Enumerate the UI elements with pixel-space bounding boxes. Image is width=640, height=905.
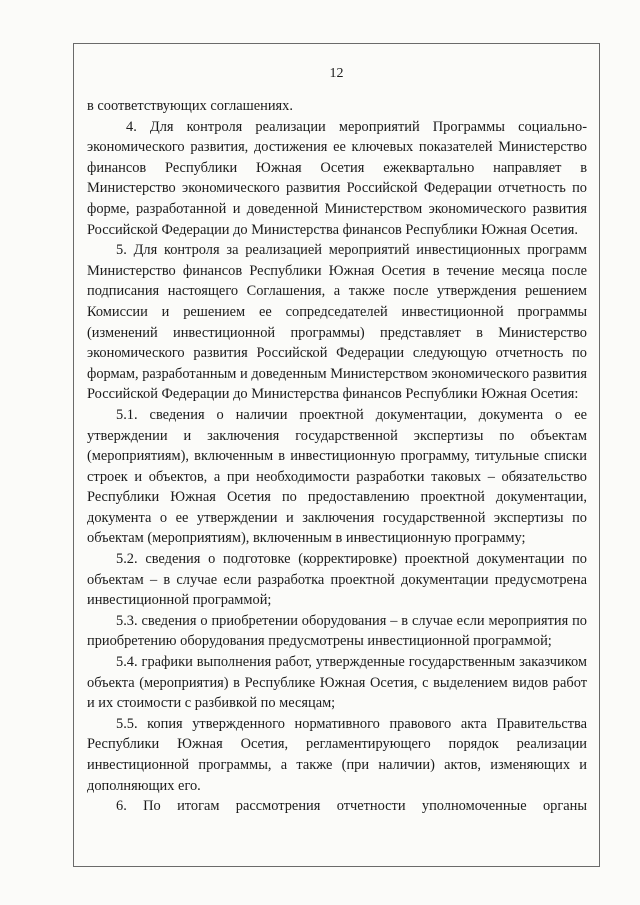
- page-border-frame: [73, 43, 600, 867]
- paragraph-item-5-1: 5.1. сведения о наличии проектной документации, документа о ее утверждении и заключения государственной экспертизы по объектам (мероприятиям), включенным в инвестиционную программу, титульные списки строек и объектов, а при необходимости разработки таковых – обязательство Республики Южная Осетия по предоставлению проектной документации, документа о ее утверждении и заключения государственной экспертизы по объектам (мероприятиям), включенным в инвестиционную программу;: [87, 406, 587, 547]
- paragraph-item-5-5: 5.5. копия утвержденного нормативного правового акта Правительства Республики Южная Осетия, регламентирующего порядок реализации инвестиционной программы, а также (при наличии) актов, изменяющих и дополняющих его.: [87, 715, 587, 794]
- paragraph-item-5-4: 5.4. графики выполнения работ, утвержденные государственным заказчиком объекта (мероприятия) в Республике Южная Осетия, с выделением видов работ и их стоимости с разбивкой по месяцам;: [87, 654, 587, 712]
- page-number: 12: [329, 66, 344, 81]
- paragraph-item-5-2: 5.2. сведения о подготовке (корректировке) проектной документации по объектам – в случае если разработка проектной документации предусмотрена инвестиционной программой;: [87, 551, 587, 609]
- paragraph-item-5-3: 5.3. сведения о приобретении оборудования – в случае если мероприятия по приобретению оборудования предусмотрены инвестиционной программой;: [87, 612, 587, 650]
- document-body: [87, 96, 587, 817]
- paragraph-item-4: 4. Для контроля реализации мероприятий Программы социально-экономического развития, достижения ее ключевых показателей Министерство финансов Республики Южная Осетия ежеквартально направляет в Министерство экономического развития Российской Федерации отчетность по форме, разработанной и доведенной Министерством экономического развития Российской Федерации до Министерства финансов Республики Южная Осетия.: [87, 118, 587, 238]
- paragraph-item-6: 6. По итогам рассмотрения отчетности уполномоченные органы: [116, 798, 587, 815]
- paragraph-item-5: 5. Для контроля за реализацией мероприятий инвестиционных программ Министерство финансов Республики Южная Осетия в течение месяца после подписания настоящего Соглашения, а также после утверждения решением Комиссии и решением ее сопредседателей инвестиционной программы (изменений инвестиционной программы) представляет в Министерство экономического развития Российской Федерации следующую отчетность по формам, разработанным и доведенным Министерством экономического развития Российской Федерации до Министерства финансов Республики Южная Осетия:: [87, 242, 587, 403]
- paragraph-continuation: в соответствующих соглашениях.: [87, 98, 293, 114]
